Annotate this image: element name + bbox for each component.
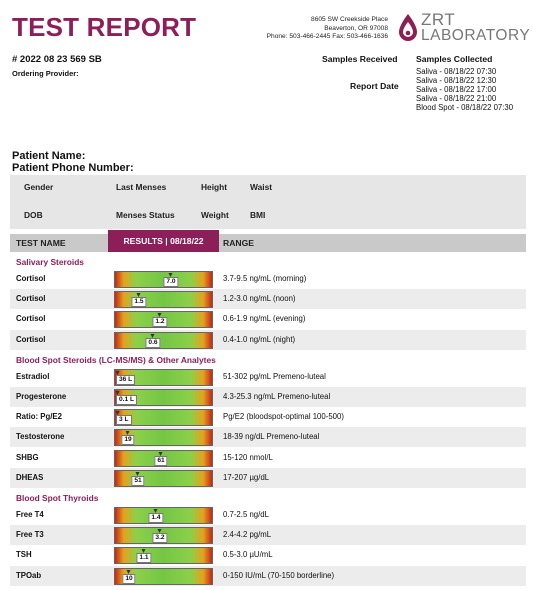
test-name: Testosterone bbox=[16, 432, 65, 442]
table-row bbox=[10, 387, 526, 407]
reference-range: 0.6-1.9 ng/mL (evening) bbox=[223, 314, 306, 324]
reference-range: 15-120 nmol/L bbox=[223, 452, 273, 462]
test-name: TPOab bbox=[16, 570, 42, 580]
result-gauge-bar bbox=[114, 547, 213, 564]
sample-entry: Blood Spot - 08/18/22 07:30 bbox=[416, 103, 514, 113]
logo-text-laboratory: LABORATORY bbox=[421, 27, 531, 44]
logo-text-zrt: ZRT bbox=[421, 10, 456, 29]
sample-entry: Saliva - 08/18/22 12:30 bbox=[416, 76, 497, 86]
patient-name-label: Patient Name: bbox=[12, 150, 86, 162]
test-name: SHBG bbox=[16, 452, 39, 462]
table-row bbox=[10, 566, 526, 586]
test-name: Cortisol bbox=[16, 314, 46, 324]
patient-phone-label: Patient Phone Number: bbox=[12, 162, 134, 174]
result-gauge-bar bbox=[114, 369, 213, 386]
reference-range: 4.3-25.3 ng/mL Premeno-luteal bbox=[223, 392, 331, 401]
address-line: Phone: 503-466-2445 Fax: 503-466-1636 bbox=[266, 33, 388, 41]
test-name: Cortisol bbox=[16, 294, 46, 304]
test-name: Ratio: Pg/E2 bbox=[16, 412, 62, 422]
test-name: Progesterone bbox=[16, 392, 67, 401]
section-label: Blood Spot Thyroids bbox=[16, 493, 99, 503]
result-value: 51 bbox=[131, 476, 144, 486]
dob-label: DOB bbox=[24, 210, 43, 220]
test-name: Estradiol bbox=[16, 371, 50, 381]
result-value: 1.4 bbox=[148, 513, 163, 523]
last-menses-label: Last Menses bbox=[116, 182, 167, 192]
bmi-label: BMI bbox=[250, 210, 266, 220]
reference-range: 3.7-9.5 ng/mL (morning) bbox=[223, 274, 307, 283]
section-label: Blood Spot Steroids (LC-MS/MS) & Other Analytes bbox=[16, 354, 216, 365]
table-row bbox=[10, 525, 526, 545]
result-value: 36 L bbox=[116, 375, 135, 385]
report-title: TEST REPORT bbox=[12, 12, 197, 42]
samples-collected-list bbox=[416, 67, 513, 112]
address-line: 8605 SW Creekside Place bbox=[311, 16, 388, 23]
ordering-provider-label: Ordering Provider: bbox=[12, 69, 79, 78]
sample-entry: Saliva - 08/18/22 21:00 bbox=[416, 94, 497, 104]
result-gauge-bar bbox=[114, 291, 213, 308]
result-value: 1.5 bbox=[131, 297, 146, 307]
lab-logo bbox=[397, 10, 531, 46]
result-gauge-bar bbox=[114, 332, 213, 349]
table-row bbox=[10, 289, 526, 309]
table-row bbox=[10, 269, 526, 289]
table-row bbox=[10, 309, 526, 329]
drop-logo-icon bbox=[397, 13, 419, 43]
result-value: 0.1 L bbox=[116, 395, 137, 405]
samples-received-label: Samples Received bbox=[322, 54, 398, 64]
table-row bbox=[10, 407, 526, 427]
reference-range: 1.2-3.0 ng/mL (noon) bbox=[223, 294, 296, 304]
result-value: 3.2 bbox=[152, 533, 167, 543]
report-id: # 2022 08 23 569 SB bbox=[12, 54, 102, 65]
reference-range: 0.5-3.0 µU/mL bbox=[223, 550, 273, 560]
reference-range: 0.7-2.5 ng/dL bbox=[223, 510, 269, 519]
result-gauge-bar bbox=[114, 271, 213, 288]
waist-label: Waist bbox=[250, 182, 273, 192]
menses-status-label: Menses Status bbox=[116, 210, 175, 220]
result-value: 61 bbox=[154, 456, 167, 466]
result-value: 10 bbox=[122, 574, 135, 584]
gender-label: Gender bbox=[24, 182, 54, 192]
result-gauge-bar bbox=[114, 311, 213, 328]
result-gauge-bar bbox=[114, 429, 213, 446]
result-value: 7.0 bbox=[163, 277, 178, 287]
reference-range: Pg/E2 (bloodspot-optimal 100-500) bbox=[223, 412, 344, 422]
test-name: Free T3 bbox=[16, 530, 44, 540]
reference-range: 18-39 ng/dL Premeno-luteal bbox=[223, 432, 320, 442]
address-line: Beaverton, OR 97008 bbox=[324, 24, 388, 32]
table-row bbox=[10, 367, 526, 387]
report-date-label: Report Date bbox=[350, 81, 399, 91]
samples-collected-label: Samples Collected bbox=[416, 54, 493, 64]
result-gauge-bar bbox=[114, 389, 213, 406]
result-gauge-bar bbox=[114, 409, 213, 426]
height-label: Height bbox=[201, 182, 228, 192]
col-results: RESULTS | 08/18/22 bbox=[108, 230, 219, 252]
col-test-name: TEST NAME bbox=[16, 238, 66, 248]
table-row bbox=[10, 468, 526, 488]
table-row bbox=[10, 330, 526, 350]
reference-range: 17-207 µg/dL bbox=[223, 472, 270, 482]
reference-range: 0-150 IU/mL (70-150 borderline) bbox=[223, 570, 335, 580]
test-name: Cortisol bbox=[16, 274, 46, 283]
result-gauge-bar bbox=[114, 450, 213, 467]
result-gauge-bar bbox=[114, 568, 213, 585]
sample-entry: Saliva - 08/18/22 07:30 bbox=[416, 67, 497, 76]
table-row bbox=[10, 545, 526, 565]
patient-info-box bbox=[10, 175, 526, 229]
sample-entry: Saliva - 08/18/22 17:00 bbox=[416, 85, 497, 95]
test-name: TSH bbox=[16, 550, 32, 560]
test-name: Free T4 bbox=[16, 510, 44, 519]
result-value: 1.1 bbox=[136, 553, 151, 563]
table-row bbox=[10, 505, 526, 525]
table-row bbox=[10, 427, 526, 447]
result-gauge-bar bbox=[114, 507, 213, 524]
reference-range: 0.4-1.0 ng/mL (night) bbox=[223, 334, 296, 344]
lab-address bbox=[252, 16, 388, 42]
col-range: RANGE bbox=[223, 238, 255, 248]
test-name: DHEAS bbox=[16, 472, 44, 482]
reference-range: 51-302 pg/mL Premeno-luteal bbox=[223, 371, 326, 381]
result-gauge-bar bbox=[114, 527, 213, 544]
result-value: 19 bbox=[121, 435, 134, 445]
table-row bbox=[10, 448, 526, 468]
result-gauge-bar bbox=[114, 470, 213, 487]
result-value: 0.6 bbox=[145, 338, 160, 348]
result-value: 1.2 bbox=[152, 317, 167, 327]
table-header bbox=[10, 234, 526, 252]
section-label: Salivary Steroids bbox=[16, 257, 84, 267]
weight-label: Weight bbox=[201, 210, 229, 220]
reference-range: 2.4-4.2 pg/mL bbox=[223, 530, 272, 540]
test-name: Cortisol bbox=[16, 334, 46, 344]
result-value: 3 L bbox=[116, 415, 132, 425]
